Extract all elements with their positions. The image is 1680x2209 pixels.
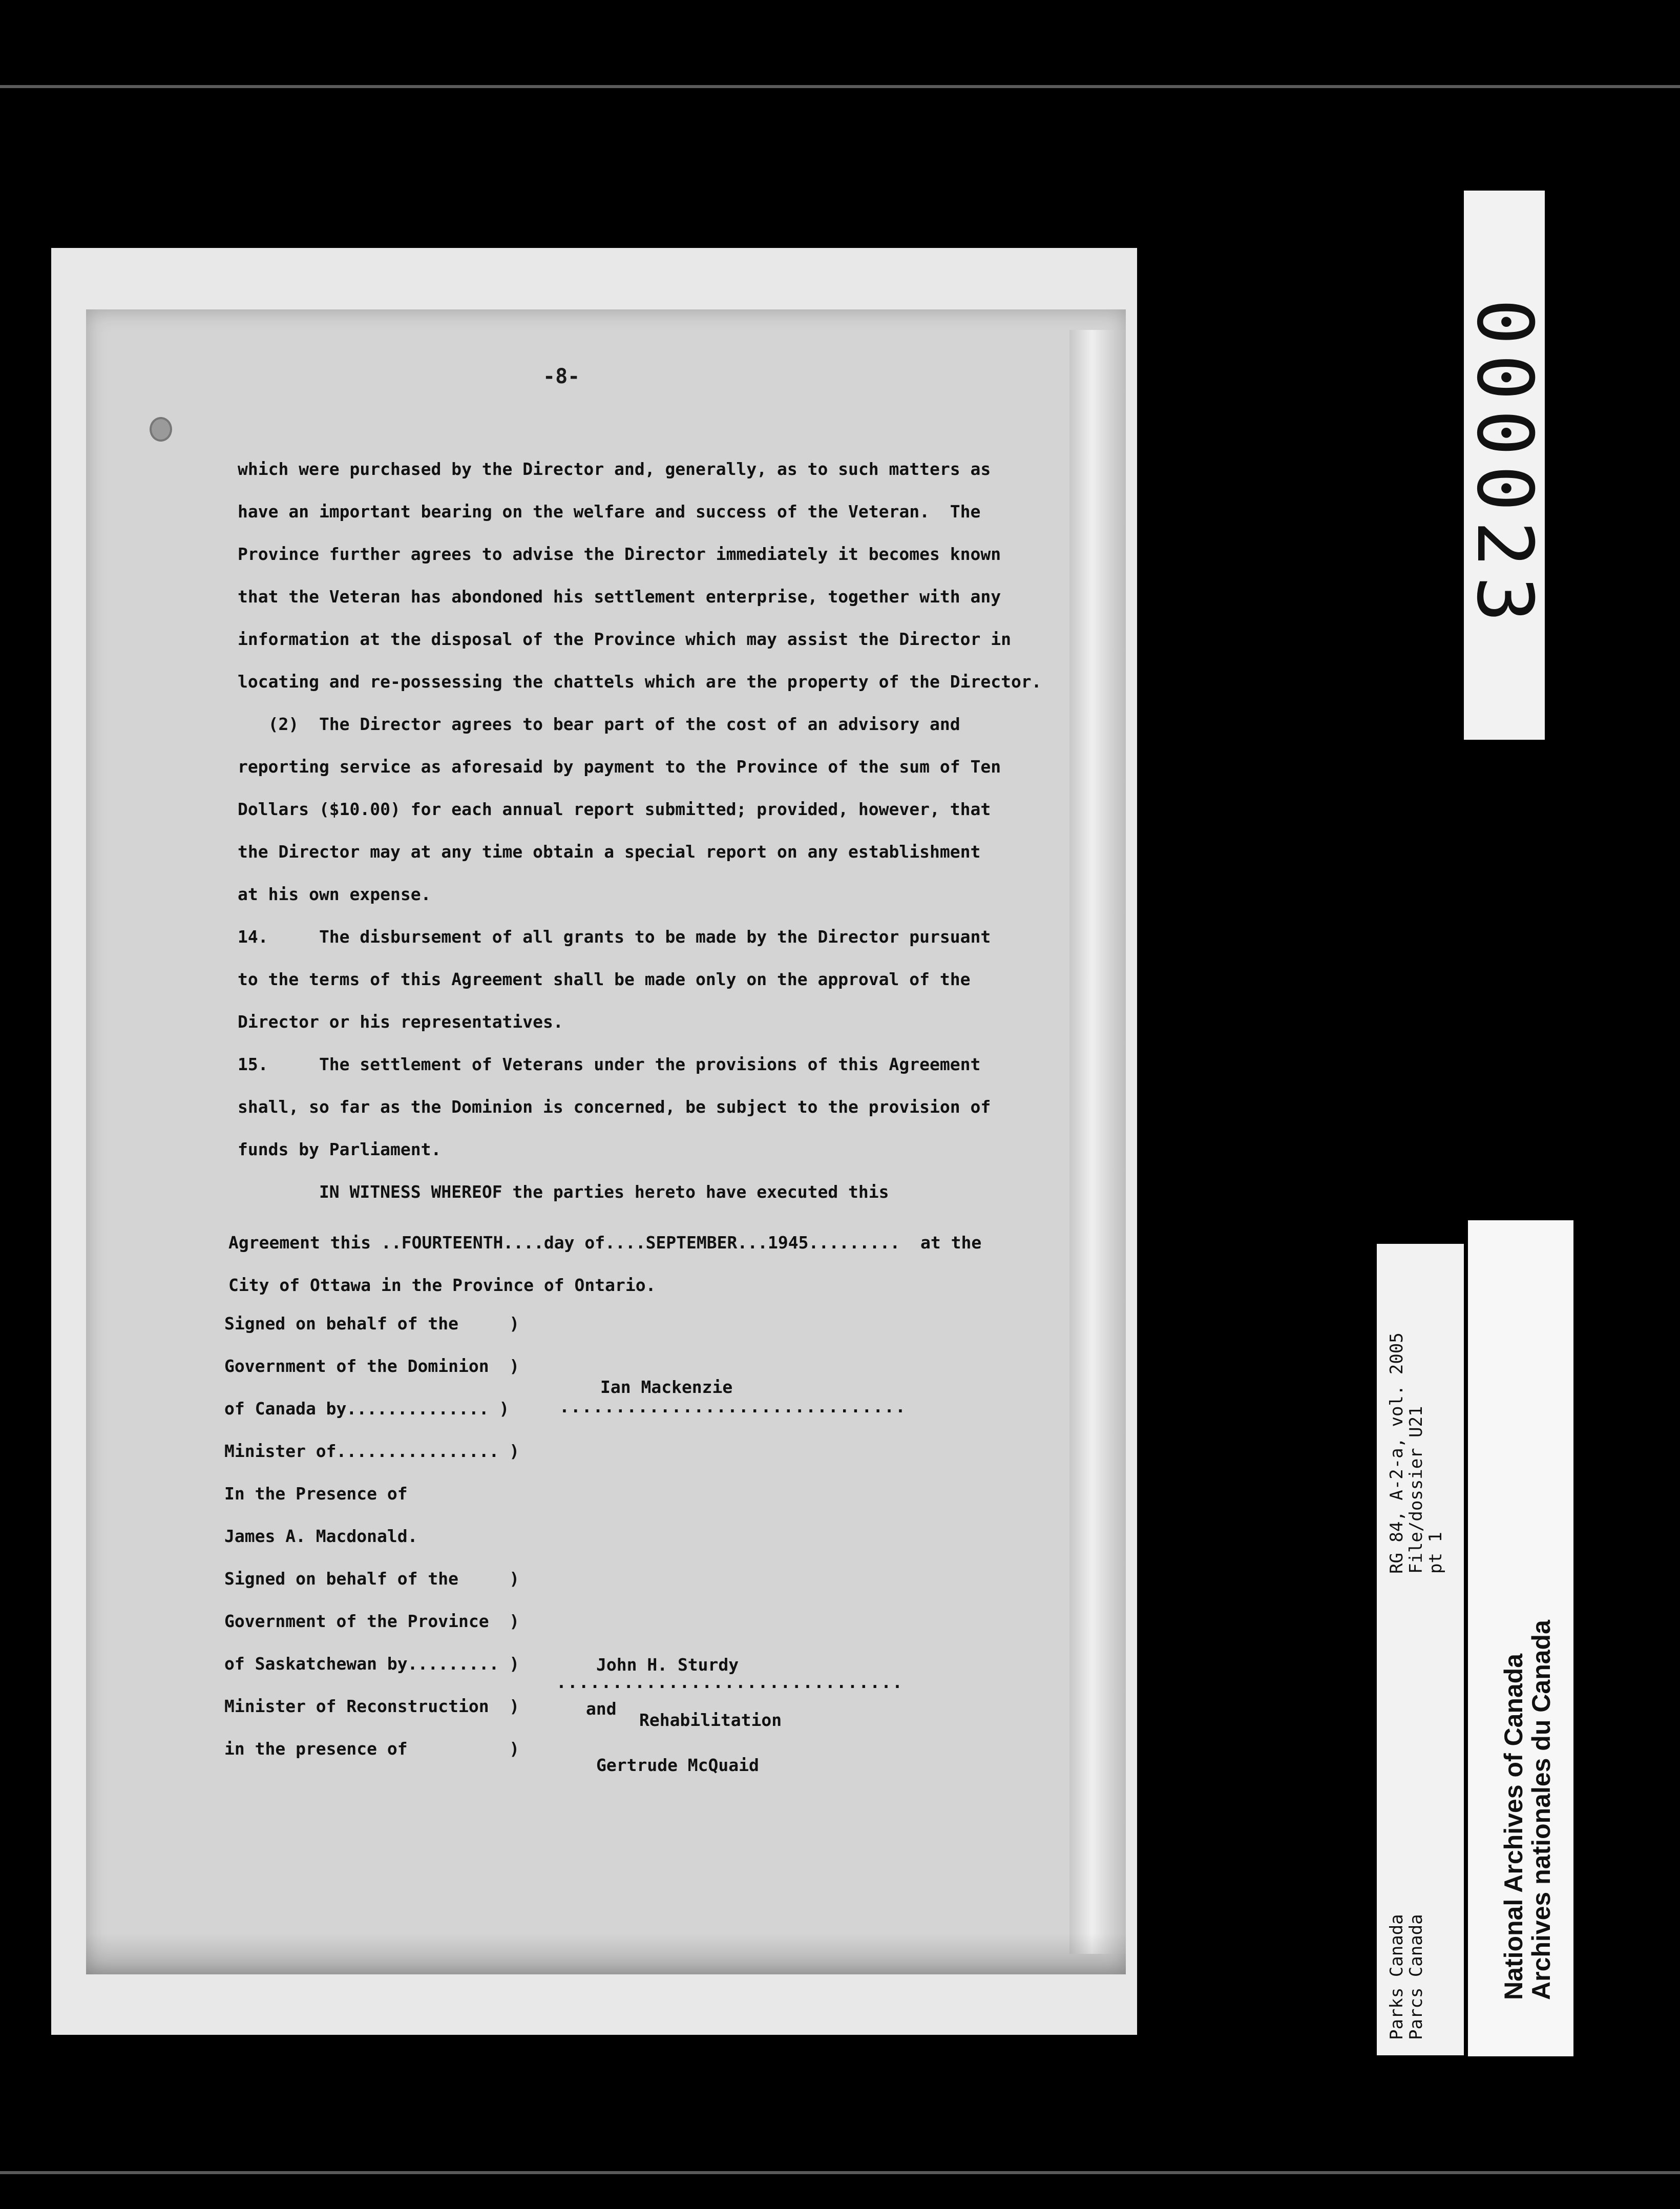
signature-line: James A. Macdonald. xyxy=(224,1526,418,1546)
parks-canada-label xyxy=(1377,1244,1464,2055)
body-line: 14. The disbursement of all grants to be made by the Director pursuant xyxy=(238,927,991,947)
parks-fr: Parcs Canada xyxy=(1406,1914,1426,2040)
signature-line: Signed on behalf of the ) xyxy=(224,1314,520,1333)
body-line: the Director may at any time obtain a special report on any establishment xyxy=(238,842,981,862)
signature-line: in the presence of ) xyxy=(224,1739,520,1759)
signature-line: of Canada by.............. ) xyxy=(224,1399,510,1419)
ref-line-1: RG 84, A-2-a, vol. 2005 xyxy=(1387,1332,1407,1574)
body-line: IN WITNESS WHEREOF the parties hereto have executed this xyxy=(238,1182,889,1202)
signature-line: In the Presence of xyxy=(224,1484,408,1504)
body-line: have an important bearing on the welfare and success of the Veteran. The xyxy=(238,502,981,522)
ref-line-2: File/dossier U21 xyxy=(1406,1406,1426,1574)
ref-line-3: pt 1 xyxy=(1425,1532,1446,1574)
signature-line: Government of the Province ) xyxy=(224,1611,520,1631)
dominion-signature-dots: ............................... xyxy=(559,1397,907,1416)
bottom-film-rule xyxy=(0,2171,1680,2174)
page-edge-fold xyxy=(1069,330,1126,1954)
agreement-date-lines xyxy=(228,1221,981,1306)
body-line: Province further agrees to advise the Director immediately it becomes known xyxy=(238,544,1001,564)
agreement-line: Agreement this ..FOURTEENTH....day of....SEPTEMBER...1945......... at the xyxy=(228,1233,982,1253)
signature-block-left xyxy=(224,1302,519,1770)
body-text xyxy=(238,448,1042,1213)
signature-line: Government of the Dominion ) xyxy=(224,1356,520,1376)
body-line: that the Veteran has abondoned his settlement enterprise, together with any xyxy=(238,587,1001,607)
page-bottom-curl xyxy=(86,1933,1126,1974)
signature-line: Minister of Reconstruction ) xyxy=(224,1696,520,1716)
nac-fr: Archives nationales du Canada xyxy=(1527,1620,1556,2000)
agreement-line: City of Ottawa in the Province of Ontario. xyxy=(228,1275,656,1295)
body-line: reporting service as aforesaid by payment to the Province of the sum of Ten xyxy=(238,757,1001,777)
body-line: funds by Parliament. xyxy=(238,1139,442,1159)
body-line: locating and re-possessing the chattels which are the property of the Director. xyxy=(238,672,1042,692)
body-line: Dollars ($10.00) for each annual report submitted; provided, however, that xyxy=(238,799,991,819)
parks-en: Parks Canada xyxy=(1387,1914,1407,2040)
body-line: Director or his representatives. xyxy=(238,1012,563,1032)
punch-hole-icon xyxy=(150,417,172,442)
body-line: which were purchased by the Director and, generally, as to such matters as xyxy=(238,459,991,479)
province-title-and: and xyxy=(586,1699,617,1719)
page-number: -8- xyxy=(543,365,580,388)
body-line: 15. The settlement of Veterans under the provisions of this Agreement xyxy=(238,1054,981,1074)
province-witness-name: Gertrude McQuaid xyxy=(596,1755,759,1775)
province-signatory-name: John H. Sturdy xyxy=(596,1655,739,1675)
body-line: to the terms of this Agreement shall be made only on the approval of the xyxy=(238,969,971,989)
archival-number-label xyxy=(1460,191,1549,740)
nac-en: National Archives of Canada xyxy=(1499,1653,1528,2000)
top-film-rule xyxy=(0,85,1680,88)
signature-line: of Saskatchewan by......... ) xyxy=(224,1654,520,1674)
body-line: information at the disposal of the Province which may assist the Director in xyxy=(238,629,1011,649)
signature-line: Minister of................ ) xyxy=(224,1441,520,1461)
province-signature-dots: ............................... xyxy=(556,1672,904,1692)
body-line: (2) The Director agrees to bear part of the cost of an advisory and xyxy=(238,714,960,734)
body-line: shall, so far as the Dominion is concerned, be subject to the provision of xyxy=(238,1097,991,1117)
archival-number: 000023 xyxy=(1460,299,1549,632)
province-title-rest: Rehabilitation xyxy=(639,1710,782,1730)
dominion-signatory-name: Ian Mackenzie xyxy=(600,1377,733,1397)
national-archives-label xyxy=(1468,1220,1573,2056)
signature-line: Signed on behalf of the ) xyxy=(224,1569,520,1589)
body-line: at his own expense. xyxy=(238,884,431,904)
